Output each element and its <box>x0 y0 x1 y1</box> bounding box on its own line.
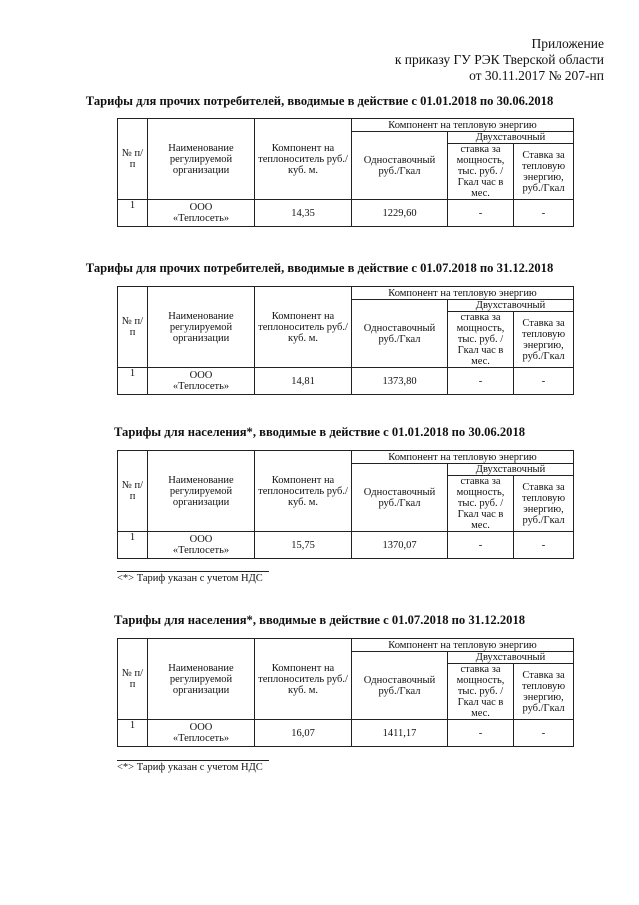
cell-org <box>148 200 255 227</box>
col-energy-rate-header: Ставка за тепловую энергию, руб./Гкал <box>514 476 574 532</box>
col-one-rate-header: Одноставочный руб./Гкал <box>352 300 448 368</box>
tariff-table-3 <box>117 450 574 559</box>
col-energy-rate-header: Ставка за тепловую энергию, руб./Гкал <box>514 664 574 720</box>
col-capacity-header: ставка за мощность, тыс. руб. /Гкал час в мес. <box>448 476 514 532</box>
org-name: «Теплосеть» <box>172 381 230 392</box>
header-order-date: от 30.11.2017 № 207-нп <box>469 68 604 83</box>
cell-energy: - <box>514 368 574 395</box>
footnote-vat: <*> Тариф указан с учетом НДС <box>117 573 263 584</box>
cell-energy: - <box>514 532 574 559</box>
cell-one-rate: 1370,07 <box>352 532 448 559</box>
cell-one-rate: 1411,17 <box>352 720 448 747</box>
org-name: «Теплосеть» <box>172 545 230 556</box>
table-row <box>118 720 574 747</box>
table-2-title: Тарифы для прочих потребителей, вводимые в действие с 01.07.2018 по 31.12.2018 <box>85 261 554 275</box>
col-energy-rate-header: Ставка за тепловую энергию, руб./Гкал <box>514 144 574 200</box>
document-header <box>395 36 604 84</box>
org-form: ООО <box>189 370 213 381</box>
cell-energy: - <box>514 200 574 227</box>
col-org-header: Наименование регулируемой организации <box>148 451 255 532</box>
col-carrier-header: Компонент на теплоноситель руб./куб. м. <box>255 119 352 200</box>
table-4-title: Тарифы для населения*, вводимые в действие с 01.07.2018 по 31.12.2018 <box>113 613 526 627</box>
cell-one-rate: 1229,60 <box>352 200 448 227</box>
col-one-rate-header: Одноставочный руб./Гкал <box>352 652 448 720</box>
tariff-table-2 <box>117 286 574 395</box>
table-row <box>118 532 574 559</box>
col-capacity-header: ставка за мощность, тыс. руб. /Гкал час в мес. <box>448 664 514 720</box>
col-num-header: № п/п <box>118 287 148 368</box>
org-form: ООО <box>189 202 213 213</box>
col-carrier-header: Компонент на теплоноситель руб./куб. м. <box>255 639 352 720</box>
col-two-rate-header: Двухставочный <box>448 300 574 312</box>
cell-num: 1 <box>118 368 148 395</box>
table-row <box>118 200 574 227</box>
cell-num: 1 <box>118 720 148 747</box>
cell-carrier: 15,75 <box>255 532 352 559</box>
tariff-table-4 <box>117 638 574 747</box>
col-num-header: № п/п <box>118 451 148 532</box>
cell-carrier: 14,35 <box>255 200 352 227</box>
col-carrier-header: Компонент на теплоноситель руб./куб. м. <box>255 287 352 368</box>
table-row <box>118 368 574 395</box>
cell-num: 1 <box>118 532 148 559</box>
col-num-header: № п/п <box>118 639 148 720</box>
cell-capacity: - <box>448 368 514 395</box>
header-order-ref: к приказу ГУ РЭК Тверской области <box>394 52 604 67</box>
col-num-header: № п/п <box>118 119 148 200</box>
cell-capacity: - <box>448 532 514 559</box>
org-name: «Теплосеть» <box>172 733 230 744</box>
cell-org <box>148 720 255 747</box>
cell-carrier: 16,07 <box>255 720 352 747</box>
col-capacity-header: ставка за мощность, тыс. руб. /Гкал час в мес. <box>448 144 514 200</box>
cell-org <box>148 532 255 559</box>
cell-capacity: - <box>448 200 514 227</box>
col-org-header: Наименование регулируемой организации <box>148 639 255 720</box>
footnote-divider <box>117 571 269 572</box>
cell-energy: - <box>514 720 574 747</box>
org-name: «Теплосеть» <box>172 213 230 224</box>
cell-one-rate: 1373,80 <box>352 368 448 395</box>
org-form: ООО <box>189 722 213 733</box>
col-org-header: Наименование регулируемой организации <box>148 287 255 368</box>
col-two-rate-header: Двухставочный <box>448 132 574 144</box>
table-3-title: Тарифы для населения*, вводимые в действие с 01.01.2018 по 30.06.2018 <box>113 425 526 439</box>
cell-capacity: - <box>448 720 514 747</box>
tariff-table-1 <box>117 118 574 227</box>
col-org-header: Наименование регулируемой организации <box>148 119 255 200</box>
col-energy-group-header: Компонент на тепловую энергию <box>352 639 574 652</box>
col-energy-group-header: Компонент на тепловую энергию <box>352 451 574 464</box>
cell-num: 1 <box>118 200 148 227</box>
col-two-rate-header: Двухставочный <box>448 652 574 664</box>
col-capacity-header: ставка за мощность, тыс. руб. /Гкал час в мес. <box>448 312 514 368</box>
cell-carrier: 14,81 <box>255 368 352 395</box>
col-energy-group-header: Компонент на тепловую энергию <box>352 287 574 300</box>
col-one-rate-header: Одноставочный руб./Гкал <box>352 464 448 532</box>
table-1-title: Тарифы для прочих потребителей, вводимые в действие с 01.01.2018 по 30.06.2018 <box>85 94 554 108</box>
header-appendix: Приложение <box>531 36 604 51</box>
col-carrier-header: Компонент на теплоноситель руб./куб. м. <box>255 451 352 532</box>
col-energy-rate-header: Ставка за тепловую энергию, руб./Гкал <box>514 312 574 368</box>
col-one-rate-header: Одноставочный руб./Гкал <box>352 132 448 200</box>
org-form: ООО <box>189 534 213 545</box>
col-energy-group-header: Компонент на тепловую энергию <box>352 119 574 132</box>
col-two-rate-header: Двухставочный <box>448 464 574 476</box>
footnote-vat: <*> Тариф указан с учетом НДС <box>117 762 263 773</box>
footnote-divider <box>117 760 269 761</box>
cell-org <box>148 368 255 395</box>
